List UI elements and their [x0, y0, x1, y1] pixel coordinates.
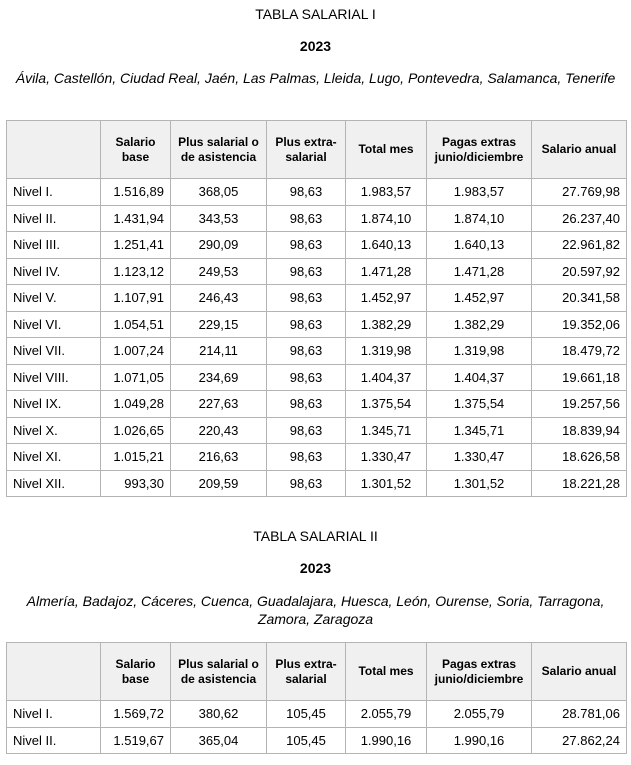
- column-header-plus-extra-salarial: Plus extra-salarial: [267, 121, 346, 179]
- cell-level: Nivel IV.: [7, 258, 101, 285]
- table-row: [7, 417, 627, 444]
- cell-total-mes: 1.874,10: [346, 205, 427, 232]
- cell-plus-extra-salarial: 98,63: [267, 311, 346, 338]
- cell-plus-extra-salarial: 98,63: [267, 258, 346, 285]
- cell-salario-anual: 26.237,40: [532, 205, 627, 232]
- cell-salario-anual: 18.839,94: [532, 417, 627, 444]
- table-row: [7, 364, 627, 391]
- table-row: [7, 232, 627, 259]
- column-header-level: [7, 643, 101, 701]
- cell-salario-base: 1.071,05: [101, 364, 171, 391]
- table-2-title: TABLA SALARIAL II: [253, 528, 378, 544]
- cell-level: Nivel VII.: [7, 338, 101, 365]
- cell-pagas-extras: 1.983,57: [427, 179, 532, 206]
- cell-pagas-extras: 1.471,28: [427, 258, 532, 285]
- cell-pagas-extras: 1.404,37: [427, 364, 532, 391]
- cell-plus-salarial: 368,05: [171, 179, 267, 206]
- cell-salario-anual: 20.341,58: [532, 285, 627, 312]
- cell-pagas-extras: 1.382,29: [427, 311, 532, 338]
- cell-plus-salarial: 216,63: [171, 444, 267, 471]
- cell-salario-base: 1.519,67: [101, 727, 171, 754]
- column-header-salario-anual: Salario anual: [532, 643, 627, 701]
- column-header-plus-salarial: Plus salarial o de asistencia: [171, 121, 267, 179]
- cell-plus-salarial: 234,69: [171, 364, 267, 391]
- cell-total-mes: 1.452,97: [346, 285, 427, 312]
- table-row: [7, 391, 627, 418]
- cell-plus-extra-salarial: 105,45: [267, 701, 346, 728]
- column-header-pagas-extras: Pagas extras junio/diciembre: [427, 121, 532, 179]
- cell-salario-base: 1.431,94: [101, 205, 171, 232]
- cell-plus-extra-salarial: 98,63: [267, 338, 346, 365]
- cell-plus-extra-salarial: 98,63: [267, 470, 346, 497]
- cell-level: Nivel II.: [7, 727, 101, 754]
- cell-salario-base: 1.569,72: [101, 701, 171, 728]
- cell-plus-extra-salarial: 98,63: [267, 232, 346, 259]
- cell-plus-salarial: 229,15: [171, 311, 267, 338]
- cell-level: Nivel I.: [7, 179, 101, 206]
- cell-plus-salarial: 290,09: [171, 232, 267, 259]
- cell-plus-salarial: 246,43: [171, 285, 267, 312]
- cell-salario-anual: 27.769,98: [532, 179, 627, 206]
- cell-level: Nivel IX.: [7, 391, 101, 418]
- cell-salario-base: 1.026,65: [101, 417, 171, 444]
- cell-pagas-extras: 1.452,97: [427, 285, 532, 312]
- cell-total-mes: 1.382,29: [346, 311, 427, 338]
- cell-total-mes: 1.375,54: [346, 391, 427, 418]
- table-row: [7, 205, 627, 232]
- cell-plus-extra-salarial: 98,63: [267, 364, 346, 391]
- cell-total-mes: 1.301,52: [346, 470, 427, 497]
- cell-pagas-extras: 1.301,52: [427, 470, 532, 497]
- table-row: [7, 258, 627, 285]
- table-row: [7, 701, 627, 728]
- table-1-title: TABLA SALARIAL I: [255, 6, 376, 22]
- cell-salario-base: 1.123,12: [101, 258, 171, 285]
- table-1-year: 2023: [299, 38, 332, 54]
- column-header-plus-salarial: Plus salarial o de asistencia: [171, 643, 267, 701]
- cell-plus-salarial: 220,43: [171, 417, 267, 444]
- cell-plus-extra-salarial: 98,63: [267, 444, 346, 471]
- cell-level: Nivel VIII.: [7, 364, 101, 391]
- cell-pagas-extras: 2.055,79: [427, 701, 532, 728]
- cell-pagas-extras: 1.319,98: [427, 338, 532, 365]
- cell-total-mes: 1.330,47: [346, 444, 427, 471]
- cell-plus-salarial: 380,62: [171, 701, 267, 728]
- cell-salario-anual: 18.626,58: [532, 444, 627, 471]
- cell-total-mes: 1.471,28: [346, 258, 427, 285]
- cell-total-mes: 1.983,57: [346, 179, 427, 206]
- cell-level: Nivel XII.: [7, 470, 101, 497]
- cell-total-mes: 2.055,79: [346, 701, 427, 728]
- table-row: [7, 444, 627, 471]
- cell-plus-salarial: 365,04: [171, 727, 267, 754]
- cell-salario-anual: 27.862,24: [532, 727, 627, 754]
- column-header-salario-anual: Salario anual: [532, 121, 627, 179]
- cell-pagas-extras: 1.640,13: [427, 232, 532, 259]
- cell-total-mes: 1.404,37: [346, 364, 427, 391]
- table-row: [7, 311, 627, 338]
- table-1-regions: Ávila, Castellón, Ciudad Real, Jaén, Las Palmas, Lleida, Lugo, Pontevedra, Salamanca, Tenerife: [15, 70, 616, 86]
- cell-salario-base: 1.054,51: [101, 311, 171, 338]
- cell-pagas-extras: 1.375,54: [427, 391, 532, 418]
- cell-salario-anual: 22.961,82: [532, 232, 627, 259]
- table-row: [7, 727, 627, 754]
- column-header-salario-base: Salario base: [101, 643, 171, 701]
- cell-salario-anual: 28.781,06: [532, 701, 627, 728]
- column-header-total-mes: Total mes: [346, 643, 427, 701]
- table-2-year: 2023: [299, 560, 332, 576]
- cell-salario-base: 1.015,21: [101, 444, 171, 471]
- salary-table-2: [6, 642, 627, 754]
- table-header-row: [7, 121, 627, 179]
- cell-salario-anual: 19.352,06: [532, 311, 627, 338]
- cell-plus-salarial: 249,53: [171, 258, 267, 285]
- table-row: [7, 470, 627, 497]
- cell-plus-extra-salarial: 98,63: [267, 179, 346, 206]
- cell-level: Nivel VI.: [7, 311, 101, 338]
- column-header-salario-base: Salario base: [101, 121, 171, 179]
- cell-level: Nivel X.: [7, 417, 101, 444]
- cell-plus-extra-salarial: 105,45: [267, 727, 346, 754]
- cell-plus-salarial: 343,53: [171, 205, 267, 232]
- cell-salario-base: 1.107,91: [101, 285, 171, 312]
- cell-salario-anual: 18.479,72: [532, 338, 627, 365]
- cell-salario-base: 1.516,89: [101, 179, 171, 206]
- cell-level: Nivel II.: [7, 205, 101, 232]
- cell-salario-anual: 19.661,18: [532, 364, 627, 391]
- cell-total-mes: 1.345,71: [346, 417, 427, 444]
- cell-pagas-extras: 1.345,71: [427, 417, 532, 444]
- cell-level: Nivel III.: [7, 232, 101, 259]
- cell-plus-salarial: 209,59: [171, 470, 267, 497]
- cell-pagas-extras: 1.874,10: [427, 205, 532, 232]
- cell-plus-extra-salarial: 98,63: [267, 285, 346, 312]
- cell-level: Nivel V.: [7, 285, 101, 312]
- cell-total-mes: 1.640,13: [346, 232, 427, 259]
- cell-plus-salarial: 227,63: [171, 391, 267, 418]
- cell-plus-extra-salarial: 98,63: [267, 391, 346, 418]
- cell-salario-anual: 19.257,56: [532, 391, 627, 418]
- column-header-pagas-extras: Pagas extras junio/diciembre: [427, 643, 532, 701]
- cell-salario-anual: 18.221,28: [532, 470, 627, 497]
- cell-salario-base: 1.007,24: [101, 338, 171, 365]
- cell-plus-extra-salarial: 98,63: [267, 417, 346, 444]
- cell-pagas-extras: 1.990,16: [427, 727, 532, 754]
- cell-total-mes: 1.990,16: [346, 727, 427, 754]
- table-row: [7, 179, 627, 206]
- table-header-row: [7, 643, 627, 701]
- column-header-total-mes: Total mes: [346, 121, 427, 179]
- column-header-level: [7, 121, 101, 179]
- cell-level: Nivel I.: [7, 701, 101, 728]
- salary-table-1: [6, 120, 627, 497]
- table-2-regions: Almería, Badajoz, Cáceres, Cuenca, Guadalajara, Huesca, León, Ourense, Soria, Tarragona, Zamora, Zaragoza: [26, 593, 605, 627]
- cell-level: Nivel XI.: [7, 444, 101, 471]
- table-row: [7, 285, 627, 312]
- cell-plus-extra-salarial: 98,63: [267, 205, 346, 232]
- cell-salario-anual: 20.597,92: [532, 258, 627, 285]
- cell-salario-base: 1.251,41: [101, 232, 171, 259]
- cell-total-mes: 1.319,98: [346, 338, 427, 365]
- column-header-plus-extra-salarial: Plus extra-salarial: [267, 643, 346, 701]
- cell-plus-salarial: 214,11: [171, 338, 267, 365]
- cell-salario-base: 993,30: [101, 470, 171, 497]
- table-row: [7, 338, 627, 365]
- cell-salario-base: 1.049,28: [101, 391, 171, 418]
- cell-pagas-extras: 1.330,47: [427, 444, 532, 471]
